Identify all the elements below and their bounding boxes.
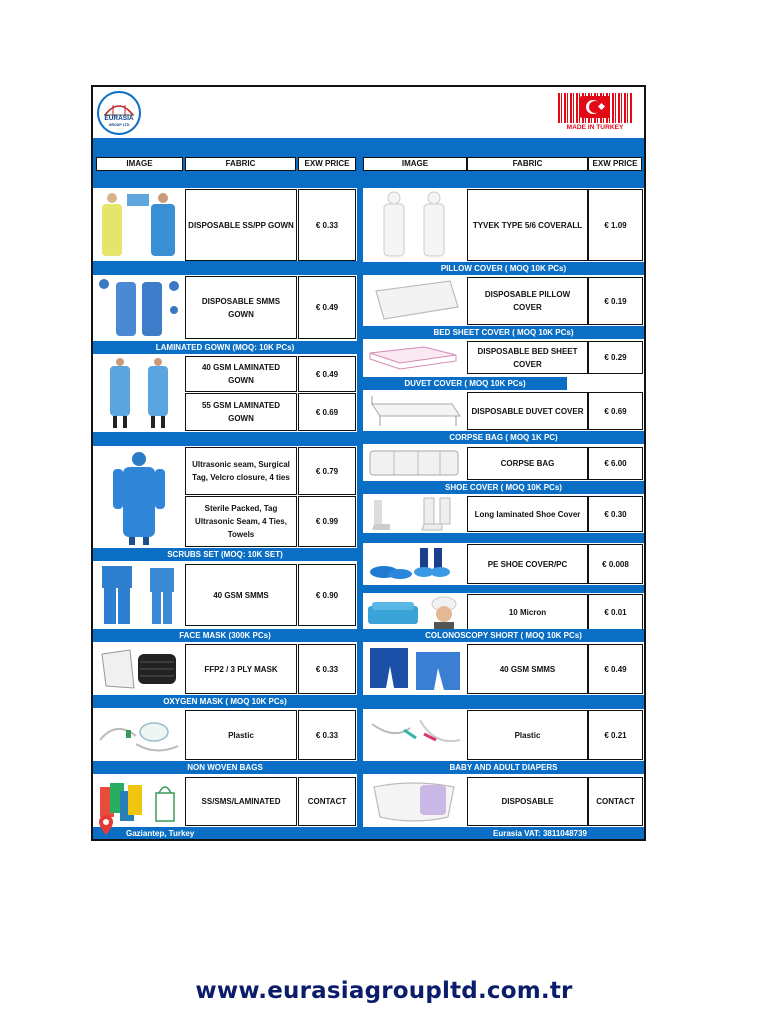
turkey-flag-icon [580,96,610,118]
tyvek-coverall-image [364,188,467,260]
gown-ss-pp-image [96,188,182,260]
oxygen-mask-title: OXYGEN MASK ( MOQ 10K PCs) [93,695,357,708]
pillow-cover-title: PILLOW COVER ( MOQ 10K PCs) [363,262,644,275]
row-band [363,533,644,543]
long-shoe-cover-image [364,496,467,532]
row-band [363,585,644,593]
surgical-gown-image [96,447,182,547]
long-shoe-cover-fabric: Long laminated Shoe Cover [467,496,588,532]
corpse-bag-fabric: CORPSE BAG [467,447,588,480]
laminated-40-price: € 0.49 [298,356,356,392]
logo-text: EURASIA [104,115,134,122]
made-in-turkey-badge [558,93,632,133]
row-band [93,261,357,275]
surgical-gown-1-price: € 0.79 [298,447,356,495]
scrubs-set-title: SCRUBS SET (MOQ: 10K SET) [93,548,357,561]
right-header-price: EXW PRICE [588,157,642,171]
pe-shoe-cover-fabric: PE SHOE COVER/PC [467,544,588,584]
row-band [363,695,644,709]
duvet-cover-image [364,392,467,429]
oxygen-mask-fabric: Plastic [185,710,297,760]
left-header-image: IMAGE [96,157,183,171]
diapers-title: BABY AND ADULT DIAPERS [363,761,644,774]
bed-sheet-fabric: DISPOSABLE BED SHEET COVER [467,341,588,374]
logo-bridge-icon [99,93,139,133]
non-woven-bags-title: NON WOVEN BAGS [93,761,357,774]
surgical-gown-2-fabric: Sterile Packed, Tag Ultrasonic Seam, 4 Ties, Towels [185,496,297,547]
non-woven-bags-price: CONTACT [298,777,356,826]
corpse-bag-image [364,447,467,479]
laminated-55-fabric: 55 GSM LAMINATED GOWN [185,393,297,431]
row-band [93,432,357,446]
laminated-40-fabric: 40 GSM LAMINATED GOWN [185,356,297,392]
pe-shoe-cover-image [364,544,467,584]
colonoscopy-short-image [364,644,467,694]
header-band [93,138,644,156]
pillow-fabric: DISPOSABLE PILLOW COVER [467,277,588,325]
tyvek-price: € 1.09 [588,189,643,261]
corpse-bag-title: CORPSE BAG ( MOQ 1K PC) [363,431,644,444]
bed-sheet-cover-title: BED SHEET COVER ( MOQ 10K PCs) [363,326,644,339]
right-header-fabric: FABRIC [467,157,588,171]
laminated-gown-image [96,356,182,431]
bouffant-cap-fabric: 10 Micron [467,594,588,631]
face-mask-image [96,644,182,694]
gown-ss-pp-price: € 0.33 [298,189,356,261]
face-mask-fabric: FFP2 / 3 PLY MASK [185,644,297,694]
surgical-gown-2-price: € 0.99 [298,496,356,547]
oxygen-mask-image [96,710,182,760]
price-list-sheet [91,85,646,841]
pillow-price: € 0.19 [588,277,643,325]
location-pin-icon [98,814,114,836]
pillow-cover-image [364,277,467,325]
left-header-price: EXW PRICE [298,157,356,171]
catheter-fabric: Plastic [467,710,588,760]
footer-location: Gaziantep, Turkey [126,829,195,838]
gown-ss-pp-fabric: DISPOSABLE SS/PP GOWN [185,189,297,261]
pe-shoe-cover-price: € 0.008 [588,544,643,584]
footer-vat: Eurasia VAT: 3811048739 [493,829,587,838]
duvet-price: € 0.69 [588,392,643,430]
logo [97,91,141,135]
gown-smms-fabric: DISPOSABLE SMMS GOWN [185,276,297,339]
non-woven-bags-fabric: SS/SMS/LAMINATED [185,777,297,826]
face-mask-title: FACE MASK (300K PCs) [93,629,357,642]
long-shoe-cover-price: € 0.30 [588,496,643,532]
left-header-fabric: FABRIC [185,157,296,171]
diapers-image [364,777,467,826]
bed-sheet-cover-image [364,341,467,371]
catheter-image [364,710,467,760]
diapers-fabric: DISPOSABLE [467,777,588,826]
bouffant-cap-image [364,594,467,631]
oxygen-mask-price: € 0.33 [298,710,356,760]
bed-sheet-price: € 0.29 [588,341,643,374]
made-in-turkey-label: MADE IN TURKEY [566,124,624,131]
duvet-fabric: DISPOSABLE DUVET COVER [467,392,588,430]
scrubs-price: € 0.90 [298,564,356,626]
surgical-gown-1-fabric: Ultrasonic seam, Surgical Tag, Velcro closure, 4 ties [185,447,297,495]
logo-subtext: GROUP LTD [108,123,130,127]
gown-smms-image [96,276,182,338]
diapers-price: CONTACT [588,777,643,826]
colonoscopy-short-price: € 0.49 [588,644,643,694]
scrubs-image [96,564,182,626]
bouffant-cap-price: € 0.01 [588,594,643,631]
tyvek-fabric: TYVEK TYPE 5/6 COVERALL [467,189,588,261]
colonoscopy-short-fabric: 40 GSM SMMS [467,644,588,694]
laminated-55-price: € 0.69 [298,393,356,431]
spacer-band [93,172,644,188]
corpse-bag-price: € 6.00 [588,447,643,480]
website-link[interactable]: www.eurasiagroupltd.com.tr [195,978,573,1004]
shoe-cover-title: SHOE COVER ( MOQ 10K PCs) [363,481,644,494]
right-header-image: IMAGE [363,157,467,171]
laminated-gown-title: LAMINATED GOWN (MOQ: 10K PCs) [93,341,357,354]
colonoscopy-short-title: COLONOSCOPY SHORT ( MOQ 10K PCs) [363,629,644,642]
gown-smms-price: € 0.49 [298,276,356,339]
scrubs-fabric: 40 GSM SMMS [185,564,297,626]
catheter-price: € 0.21 [588,710,643,760]
face-mask-price: € 0.33 [298,644,356,694]
duvet-cover-title: DUVET COVER ( MOQ 10K PCs) [363,377,567,390]
